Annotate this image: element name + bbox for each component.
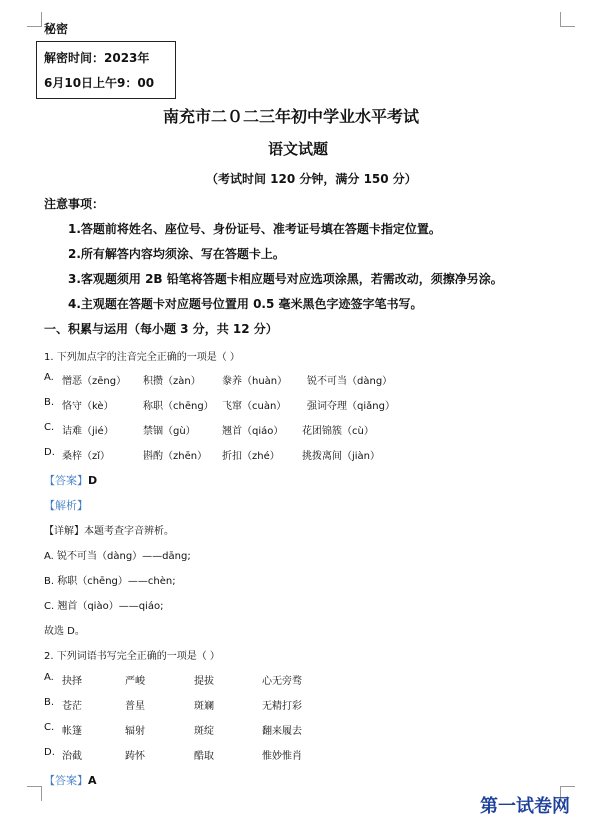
q1-option-b-word-1: 恪守（kè）	[62, 401, 114, 412]
q1-option-d-word-4: 挑拨离间（jiàn）	[302, 451, 381, 462]
q2-option-a-label: A.	[44, 672, 54, 683]
q2-option-a-word-3: 提拔	[194, 676, 214, 687]
exam-subject: 语文试题	[268, 140, 329, 158]
q2-option-d-word-1: 治截	[62, 751, 82, 762]
q1-option-a-word-1: 憎恶（zēng）	[62, 376, 127, 387]
q2-option-b-word-2: 普星	[125, 701, 145, 712]
q1-option-d-word-2: 斟酌（zhēn）	[143, 451, 208, 462]
q1-fix-c: C. 翘首（qiào）——qiáo;	[44, 601, 164, 612]
q2-answer: A	[88, 774, 97, 787]
q1-option-c-word-4: 花团锦簇（cù）	[302, 426, 374, 437]
q1-option-c-word-1: 诘难（jié）	[62, 426, 114, 437]
q1-stem: 1. 下列加点字的注音完全正确的一项是（ ）	[44, 352, 240, 363]
crop-mark-bottom-left	[27, 786, 42, 801]
q1-option-d-word-1: 桑梓（zǐ）	[62, 451, 111, 462]
site-watermark-logo: 第一试卷网	[480, 796, 570, 817]
q1-option-b-word-2: 称职（chēng）	[143, 401, 214, 412]
crop-mark-top-left	[27, 12, 42, 27]
q1-option-a-label: A.	[44, 372, 54, 383]
answer-tag: 【答案】	[44, 774, 88, 787]
q1-conclusion: 故选 D。	[44, 626, 85, 637]
q2-stem: 2. 下列词语书写完全正确的一项是（ ）	[44, 651, 220, 662]
secret-label: 秘密	[44, 22, 69, 36]
section1-title: 一、积累与运用（每小题 3 分，共 12 分）	[44, 322, 278, 336]
q2-option-a-word-1: 抉择	[62, 676, 82, 687]
q1-fix-b: B. 称职（chēng）——chèn;	[44, 576, 176, 587]
detail-tag: 【详解】	[44, 526, 84, 537]
q1-answer-row	[44, 472, 97, 488]
answer-tag: 【答案】	[44, 474, 88, 487]
q2-option-c-word-2: 辐射	[125, 726, 145, 737]
q2-option-a-word-4: 心无旁骛	[262, 676, 302, 687]
q1-option-a-word-2: 积攒（zàn）	[143, 376, 201, 387]
q2-option-c-label: C.	[44, 722, 55, 733]
exam-duration: （考试时间 120 分钟，满分 150 分）	[206, 172, 417, 186]
q1-option-a-word-3: 豢养（huàn）	[222, 376, 288, 387]
q2-option-c-word-1: 帐篷	[62, 726, 82, 737]
q2-answer-row	[44, 772, 97, 788]
q1-option-d-label: D.	[44, 447, 55, 458]
q1-option-b-word-4: 强词夺理（qiǎng）	[307, 401, 395, 412]
decrypt-line-1: 解密时间：2023年	[44, 51, 150, 65]
q1-option-c-word-3: 翘首（qiáo）	[222, 426, 284, 437]
q1-option-c-word-2: 禁锢（gù）	[143, 426, 196, 437]
q2-option-c-word-4: 翻来履去	[262, 726, 302, 737]
notes-heading: 注意事项：	[44, 197, 105, 211]
decrypt-time-box	[36, 41, 176, 99]
notes-item-3: 3.客观题须用 2B 铅笔将答题卡相应题号对应选项涂黑，若需改动，须擦净另涂。	[68, 272, 503, 286]
q2-option-c-word-3: 斑绽	[194, 726, 214, 737]
q2-option-b-word-1: 苍茫	[62, 701, 82, 712]
q2-option-b-word-4: 无精打彩	[262, 701, 302, 712]
q1-detail-row	[44, 522, 174, 537]
q1-answer: D	[88, 474, 98, 487]
q2-option-a-word-2: 严峻	[125, 676, 145, 687]
q1-fix-a: A. 锐不可当（dàng）——dāng;	[44, 551, 191, 562]
notes-item-1: 1.答题前将姓名、座位号、身份证号、准考证号填在答题卡指定位置。	[68, 222, 441, 236]
q1-option-c-label: C.	[44, 422, 55, 433]
crop-mark-top-right	[560, 12, 575, 27]
exam-title: 南充市二０二三年初中学业水平考试	[163, 107, 420, 126]
q2-option-d-word-2: 踌怀	[125, 751, 145, 762]
q1-option-b-label: B.	[44, 397, 55, 408]
q2-option-d-word-3: 酷取	[194, 751, 214, 762]
decrypt-line-2: 6月10日上午9：00	[44, 76, 155, 90]
q2-option-d-word-4: 惟妙惟肖	[262, 751, 302, 762]
q2-option-b-word-3: 斑斓	[194, 701, 214, 712]
q1-option-b-word-3: 飞窜（cuàn）	[222, 401, 287, 412]
q1-option-a-word-4: 锐不可当（dàng）	[307, 376, 393, 387]
q1-option-d-word-3: 折扣（zhé）	[222, 451, 280, 462]
notes-item-4: 4.主观题在答题卡对应题号位置用 0.5 毫米黑色字迹签字笔书写。	[68, 297, 423, 311]
q2-option-b-label: B.	[44, 697, 55, 708]
q2-option-d-label: D.	[44, 747, 55, 758]
q1-detail: 本题考查字音辨析。	[84, 526, 174, 537]
notes-item-2: 2.所有解答内容均须涂、写在答题卡上。	[68, 247, 285, 261]
q1-analysis-tag: 【解析】	[44, 499, 88, 512]
